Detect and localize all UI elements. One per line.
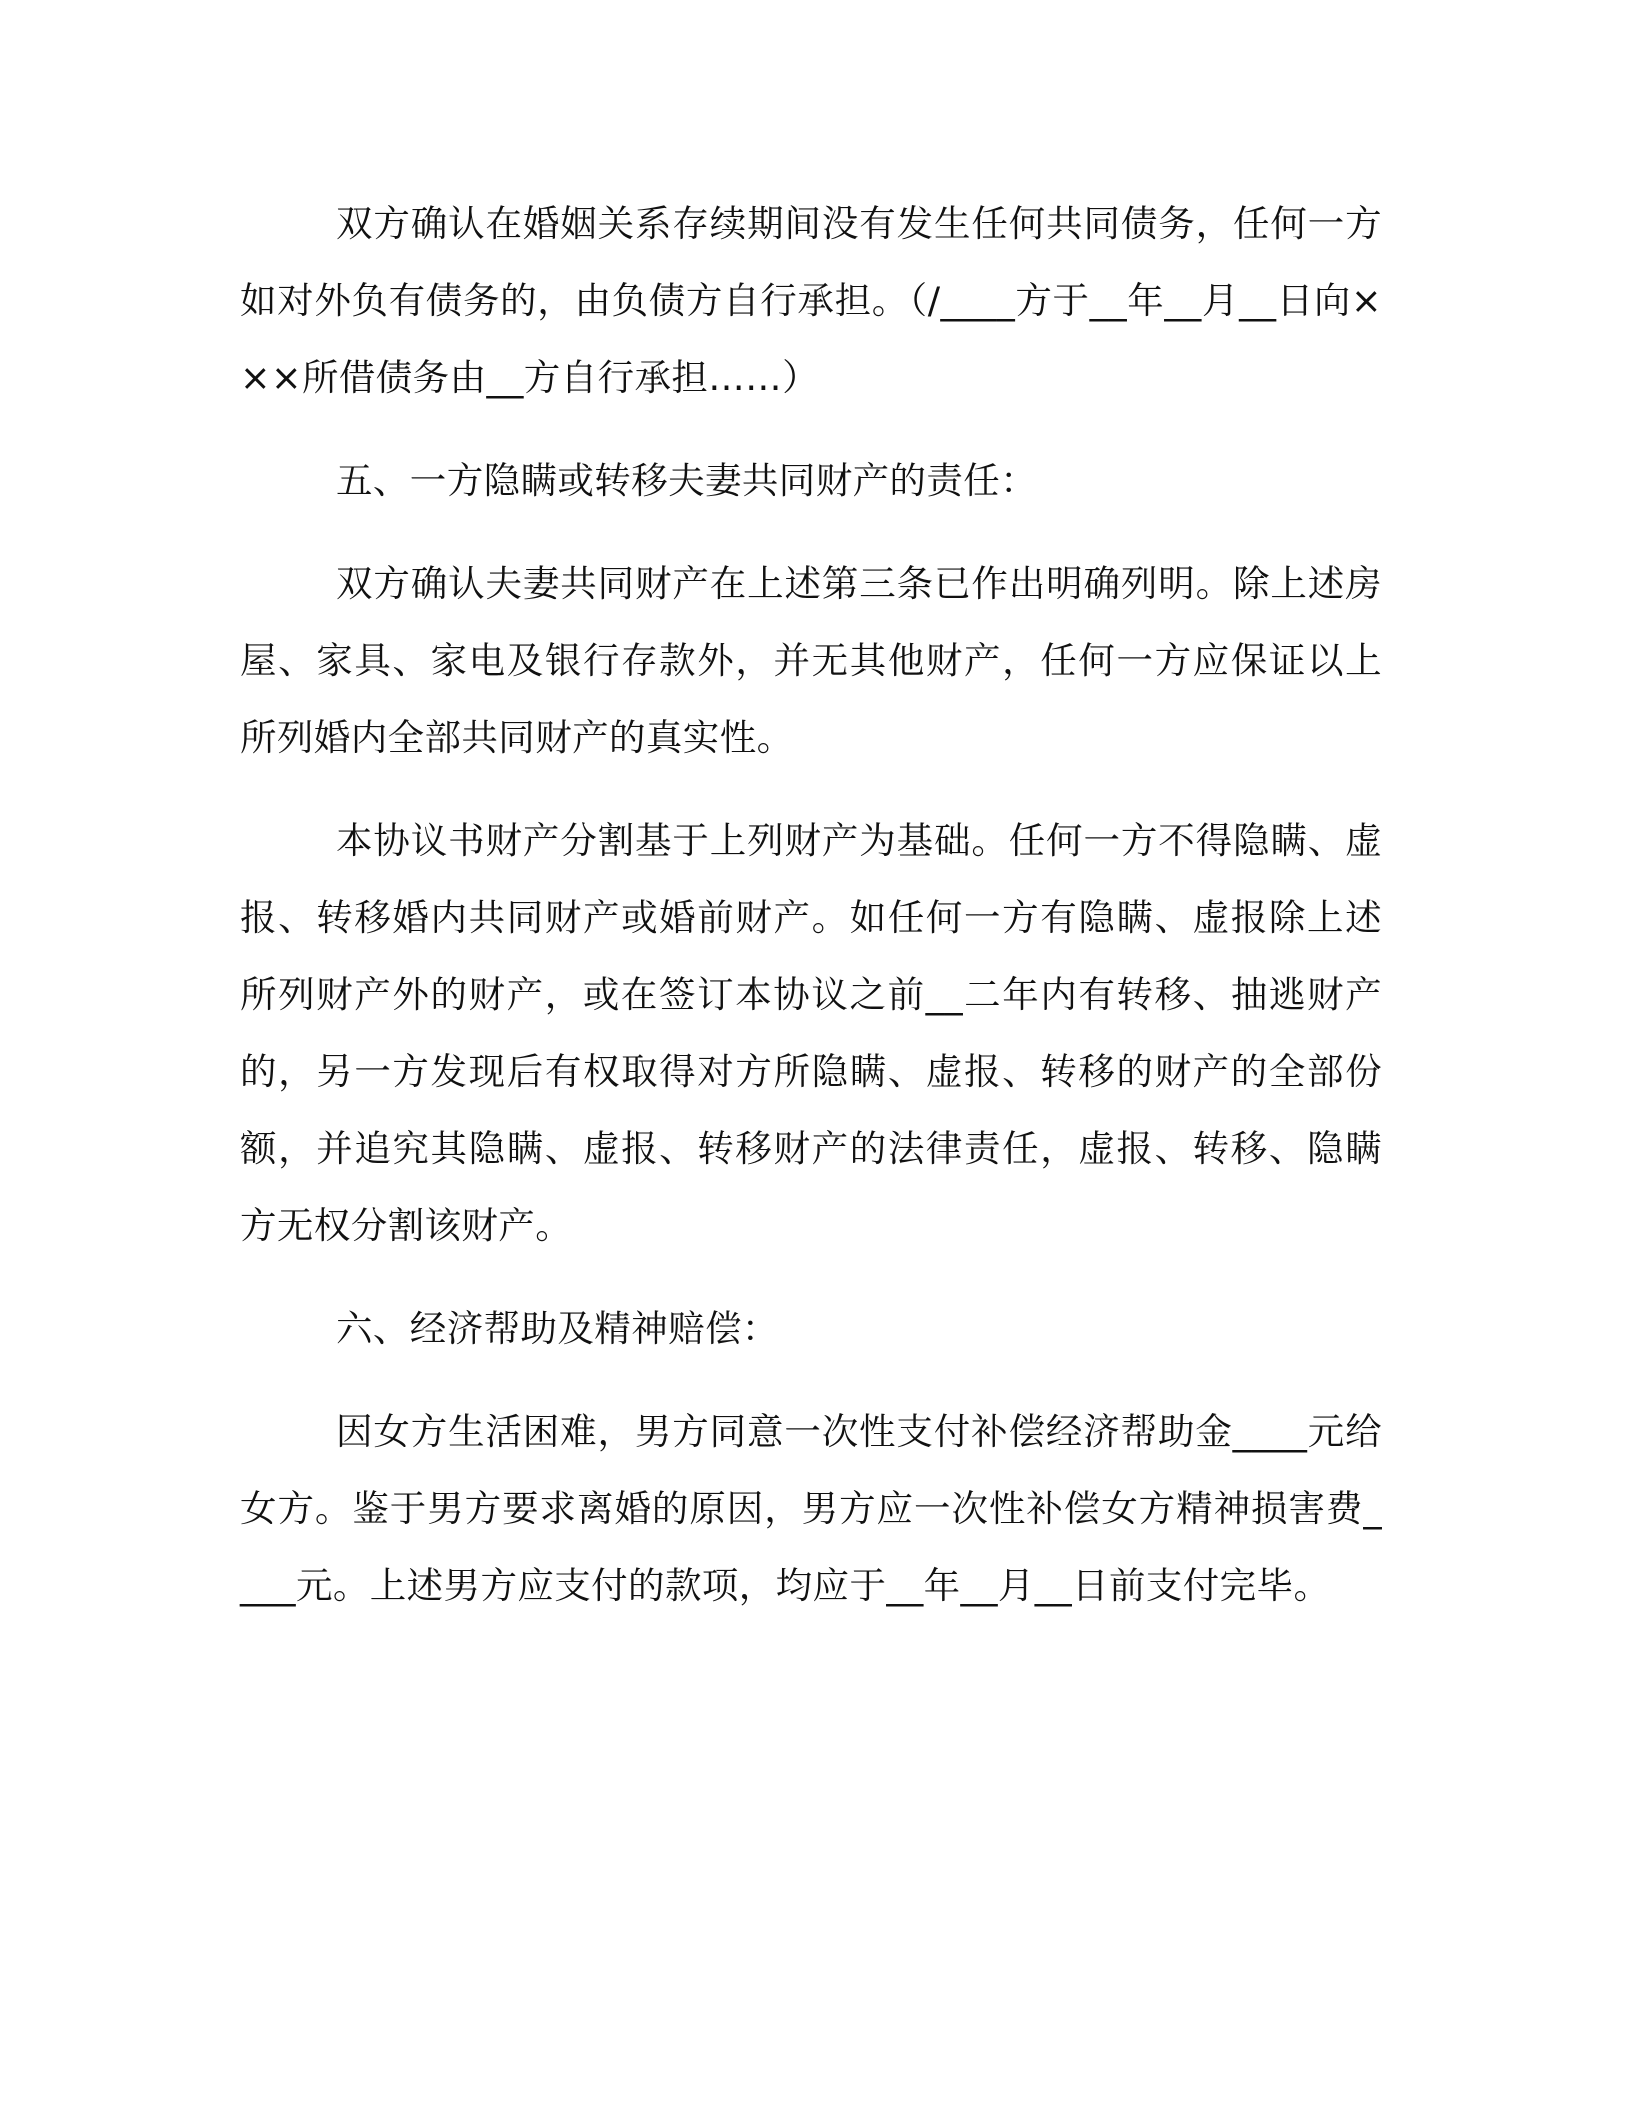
paragraph-economic-compensation: 因女方生活困难，男方同意一次性支付补偿经济帮助金____元给女方。鉴于男方要求离婚的原因，男方应一次性补偿女方精神损害费____元。上述男方应支付的款项，均应于__年__月__日前支付完毕。 xyxy=(240,1410,1382,1607)
paragraph-property-division: 本协议书财产分割基于上列财产为基础。任何一方不得隐瞒、虚报、转移婚内共同财产或婚前财产。如任何一方有隐瞒、虚报除上述所列财产外的财产，或在签订本协议之前__二年内有转移、抽逃财产的，另一方发现后有权取得对方所隐瞒、虚报、转移的财产的全部份额，并追究其隐瞒、虚报、转移财产的法律责任，虚报、转移、隐瞒方无权分割该财产。 xyxy=(240,819,1382,1247)
paragraph-gap xyxy=(240,519,1382,545)
paragraph-property-confirmation: 双方确认夫妻共同财产在上述第三条已作出明确列明。除上述房屋、家具、家电及银行存款外，并无其他财产，任何一方应保证以上所列婚内全部共同财产的真实性。 xyxy=(240,562,1382,759)
paragraph-gap xyxy=(240,1264,1382,1290)
section-heading-6: 六、经济帮助及精神赔偿： xyxy=(336,1307,779,1350)
document-body xyxy=(240,185,1382,1624)
paragraph-gap xyxy=(240,776,1382,802)
section-heading-5: 五、一方隐瞒或转移夫妻共同财产的责任： xyxy=(336,459,1038,502)
paragraph-gap xyxy=(240,1367,1382,1393)
paragraph-gap xyxy=(240,416,1382,442)
paragraph-joint-debts: 双方确认在婚姻关系存续期间没有发生任何共同债务，任何一方如对外负有债务的，由负债方自行承担。（/____方于__年__月__日向×××所借债务由__方自行承担……） xyxy=(240,202,1382,399)
